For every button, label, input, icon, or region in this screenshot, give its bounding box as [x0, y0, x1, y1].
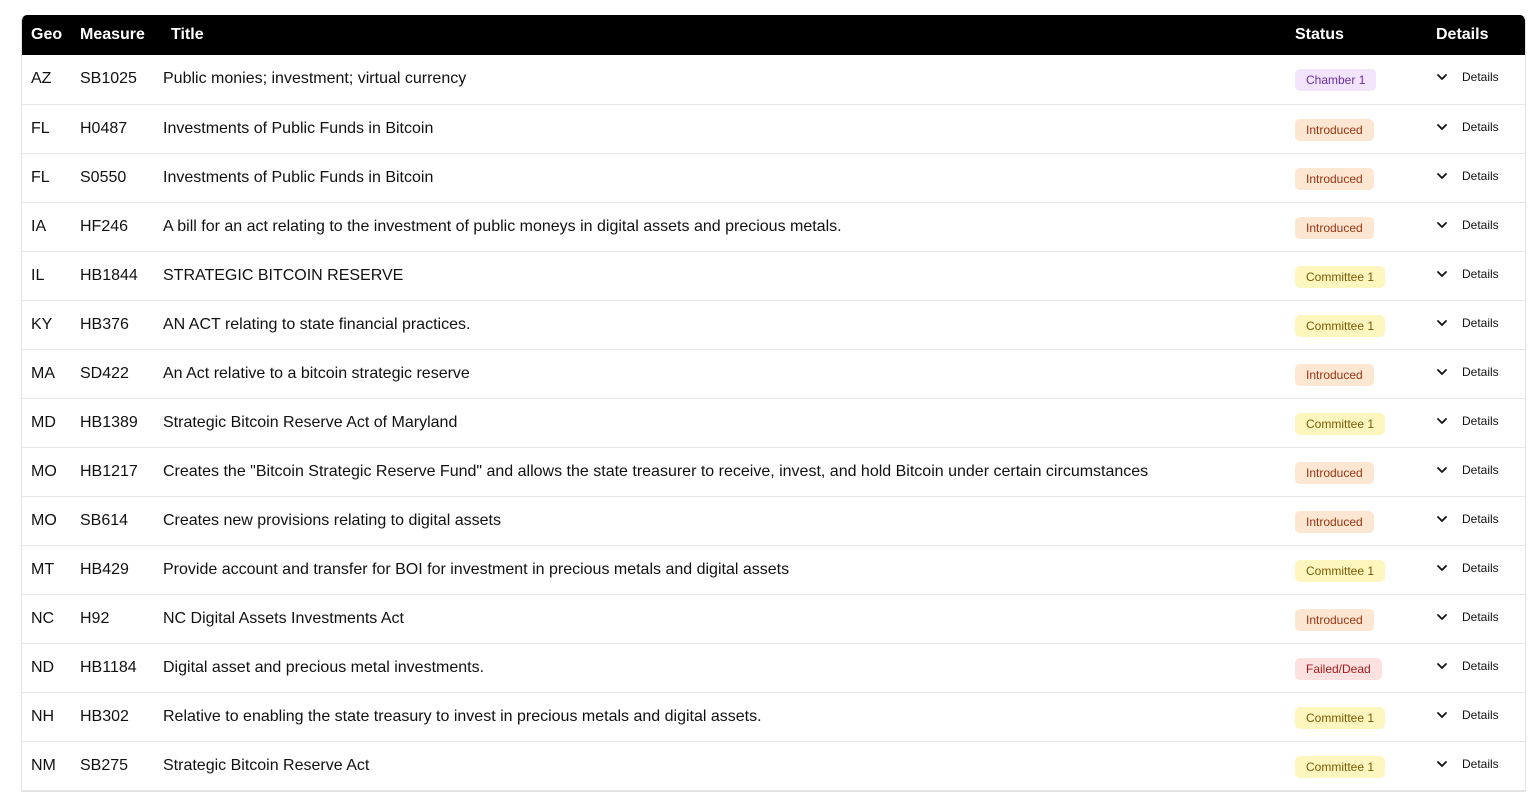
status-badge: Introduced: [1295, 217, 1374, 239]
details-label[interactable]: Details: [1462, 70, 1499, 85]
details-label[interactable]: Details: [1462, 168, 1499, 183]
title-cell: Strategic Bitcoin Reserve Act of Maryland: [163, 413, 458, 431]
status-cell: [1286, 202, 1422, 251]
status-cell: [1286, 447, 1422, 496]
table-header-row: [22, 15, 1525, 55]
details-label[interactable]: Details: [1462, 511, 1499, 526]
measure-cell: HB376: [80, 315, 129, 333]
table-row[interactable]: [22, 349, 1525, 398]
details-label[interactable]: Details: [1462, 364, 1499, 379]
details-cell: [1422, 55, 1525, 104]
geo-cell: NH: [31, 707, 55, 725]
chevron-down-icon[interactable]: [1436, 268, 1448, 280]
chevron-down-icon[interactable]: [1436, 219, 1448, 231]
chevron-down-icon[interactable]: [1436, 317, 1448, 329]
details-label[interactable]: Details: [1462, 266, 1499, 281]
details-toggle[interactable]: [1436, 757, 1499, 771]
title-cell: Strategic Bitcoin Reserve Act: [163, 756, 370, 774]
status-badge: Committee 1: [1295, 560, 1385, 582]
chevron-down-icon[interactable]: [1436, 71, 1448, 83]
table-row[interactable]: [22, 202, 1525, 251]
chevron-down-icon[interactable]: [1436, 415, 1448, 427]
details-cell: [1422, 741, 1525, 790]
details-cell: [1422, 594, 1525, 643]
bills-table: [22, 15, 1525, 791]
status-cell: [1286, 349, 1422, 398]
details-cell: [1422, 153, 1525, 202]
table-row[interactable]: [22, 447, 1525, 496]
chevron-down-icon[interactable]: [1436, 611, 1448, 623]
table-row[interactable]: [22, 496, 1525, 545]
measure-cell: SB275: [80, 756, 129, 774]
measure-cell: SB614: [80, 511, 129, 529]
details-cell: [1422, 496, 1525, 545]
title-cell: Creates new provisions relating to digital assets: [163, 511, 501, 529]
geo-cell: MO: [31, 462, 57, 480]
status-cell: [1286, 496, 1422, 545]
geo-cell: IA: [31, 217, 47, 235]
details-cell: [1422, 545, 1525, 594]
measure-cell: HB1217: [80, 462, 138, 480]
column-header-measure[interactable]: Measure: [80, 26, 145, 43]
details-toggle[interactable]: [1436, 120, 1499, 134]
details-label[interactable]: Details: [1462, 462, 1499, 477]
table-row[interactable]: [22, 153, 1525, 202]
details-label[interactable]: Details: [1462, 707, 1499, 722]
column-header-details[interactable]: Details: [1436, 26, 1489, 43]
title-cell: An Act relative to a bitcoin strategic reserve: [163, 364, 470, 382]
measure-cell: S0550: [80, 168, 127, 186]
status-badge: Committee 1: [1295, 707, 1385, 729]
details-label[interactable]: Details: [1462, 560, 1499, 575]
measure-cell: HB1389: [80, 413, 138, 431]
details-cell: [1422, 300, 1525, 349]
status-badge: Chamber 1: [1295, 69, 1376, 91]
measure-cell: HB429: [80, 560, 129, 578]
details-cell: [1422, 349, 1525, 398]
details-label[interactable]: Details: [1462, 609, 1499, 624]
details-toggle[interactable]: [1436, 316, 1499, 330]
details-toggle[interactable]: [1436, 218, 1499, 232]
title-cell: Digital asset and precious metal investments.: [163, 658, 485, 676]
chevron-down-icon[interactable]: [1436, 170, 1448, 182]
details-cell: [1422, 104, 1525, 153]
status-badge: Introduced: [1295, 609, 1374, 631]
details-label[interactable]: Details: [1462, 315, 1499, 330]
column-header-status[interactable]: Status: [1295, 26, 1344, 43]
title-cell: STRATEGIC BITCOIN RESERVE: [163, 266, 404, 284]
details-toggle[interactable]: [1436, 512, 1499, 526]
details-label[interactable]: Details: [1462, 658, 1499, 673]
details-label[interactable]: Details: [1462, 217, 1499, 232]
geo-cell: FL: [31, 168, 50, 186]
geo-cell: MA: [31, 364, 55, 382]
chevron-down-icon[interactable]: [1436, 758, 1448, 770]
status-badge: Committee 1: [1295, 266, 1385, 288]
geo-cell: NC: [31, 609, 55, 627]
status-cell: [1286, 643, 1422, 692]
geo-cell: MT: [31, 560, 55, 578]
details-cell: [1422, 398, 1525, 447]
details-toggle[interactable]: [1436, 659, 1499, 673]
status-badge: Committee 1: [1295, 413, 1385, 435]
details-toggle[interactable]: [1436, 70, 1499, 84]
measure-cell: HB302: [80, 707, 129, 725]
table-row[interactable]: [22, 741, 1525, 790]
title-cell: Investments of Public Funds in Bitcoin: [163, 168, 434, 186]
table-row[interactable]: [22, 643, 1525, 692]
table-row[interactable]: [22, 251, 1525, 300]
chevron-down-icon[interactable]: [1436, 709, 1448, 721]
details-cell: [1422, 251, 1525, 300]
details-toggle[interactable]: [1436, 561, 1499, 575]
details-toggle[interactable]: [1436, 365, 1499, 379]
chevron-down-icon[interactable]: [1436, 562, 1448, 574]
status-badge: Introduced: [1295, 511, 1374, 533]
status-cell: [1286, 741, 1422, 790]
table-row[interactable]: [22, 300, 1525, 349]
geo-cell: ND: [31, 658, 55, 676]
table-row[interactable]: [22, 594, 1525, 643]
measure-cell: HB1184: [80, 658, 137, 676]
chevron-down-icon[interactable]: [1436, 366, 1448, 378]
details-toggle[interactable]: [1436, 610, 1499, 624]
details-cell: [1422, 202, 1525, 251]
chevron-down-icon[interactable]: [1436, 464, 1448, 476]
details-toggle[interactable]: [1436, 169, 1499, 183]
title-cell: NC Digital Assets Investments Act: [163, 609, 404, 627]
status-cell: [1286, 398, 1422, 447]
geo-cell: AZ: [31, 70, 52, 88]
geo-cell: MO: [31, 511, 57, 529]
details-cell: [1422, 447, 1525, 496]
title-cell: Relative to enabling the state treasury to invest in precious metals and digital assets.: [163, 707, 762, 725]
status-badge: Committee 1: [1295, 756, 1385, 778]
status-badge: Failed/Dead: [1295, 658, 1382, 680]
geo-cell: IL: [31, 266, 45, 284]
measure-cell: SB1025: [80, 70, 137, 88]
details-toggle[interactable]: [1436, 708, 1499, 722]
title-cell: A bill for an act relating to the investment of public moneys in digital assets and precious metals.: [163, 217, 842, 235]
measure-cell: HB1844: [80, 266, 138, 284]
status-cell: [1286, 251, 1422, 300]
measure-cell: HF246: [80, 217, 129, 235]
status-cell: [1286, 594, 1422, 643]
status-badge: Introduced: [1295, 168, 1374, 190]
column-header-title[interactable]: Title: [171, 26, 204, 43]
table-row[interactable]: [22, 398, 1525, 447]
column-header-geo[interactable]: Geo: [31, 26, 63, 43]
geo-cell: MD: [31, 413, 56, 431]
geo-cell: NM: [31, 756, 56, 774]
title-cell: Provide account and transfer for BOI for investment in precious metals and digital assets: [163, 560, 790, 578]
status-badge: Introduced: [1295, 364, 1374, 386]
details-label[interactable]: Details: [1462, 756, 1499, 771]
status-badge: Introduced: [1295, 119, 1374, 141]
status-cell: [1286, 55, 1422, 104]
details-toggle[interactable]: [1436, 463, 1499, 477]
chevron-down-icon[interactable]: [1436, 660, 1448, 672]
table-row[interactable]: [22, 55, 1525, 104]
title-cell: Creates the "Bitcoin Strategic Reserve Fund" and allows the state treasurer to receive, invest, and hold Bitcoin under certain circumstances: [163, 462, 1149, 480]
title-cell: AN ACT relating to state financial practices.: [163, 315, 471, 333]
details-cell: [1422, 692, 1525, 741]
measure-cell: SD422: [80, 364, 129, 382]
status-badge: Introduced: [1295, 462, 1374, 484]
status-cell: [1286, 692, 1422, 741]
status-cell: [1286, 300, 1422, 349]
status-badge: Committee 1: [1295, 315, 1385, 337]
details-toggle[interactable]: [1436, 414, 1499, 428]
geo-cell: KY: [31, 315, 53, 333]
status-cell: [1286, 545, 1422, 594]
measure-cell: H0487: [80, 119, 128, 137]
details-toggle[interactable]: [1436, 267, 1499, 281]
geo-cell: FL: [31, 119, 50, 137]
measure-cell: H92: [80, 609, 110, 627]
table-row[interactable]: [22, 545, 1525, 594]
chevron-down-icon[interactable]: [1436, 121, 1448, 133]
details-label[interactable]: Details: [1462, 413, 1499, 428]
chevron-down-icon[interactable]: [1436, 513, 1448, 525]
table-row[interactable]: [22, 692, 1525, 741]
bills-table-container: [21, 15, 1526, 792]
title-cell: Investments of Public Funds in Bitcoin: [163, 119, 434, 137]
title-cell: Public monies; investment; virtual currency: [163, 70, 467, 88]
status-cell: [1286, 104, 1422, 153]
table-body: [22, 55, 1525, 790]
status-cell: [1286, 153, 1422, 202]
details-label[interactable]: Details: [1462, 119, 1499, 134]
table-row[interactable]: [22, 104, 1525, 153]
details-cell: [1422, 643, 1525, 692]
